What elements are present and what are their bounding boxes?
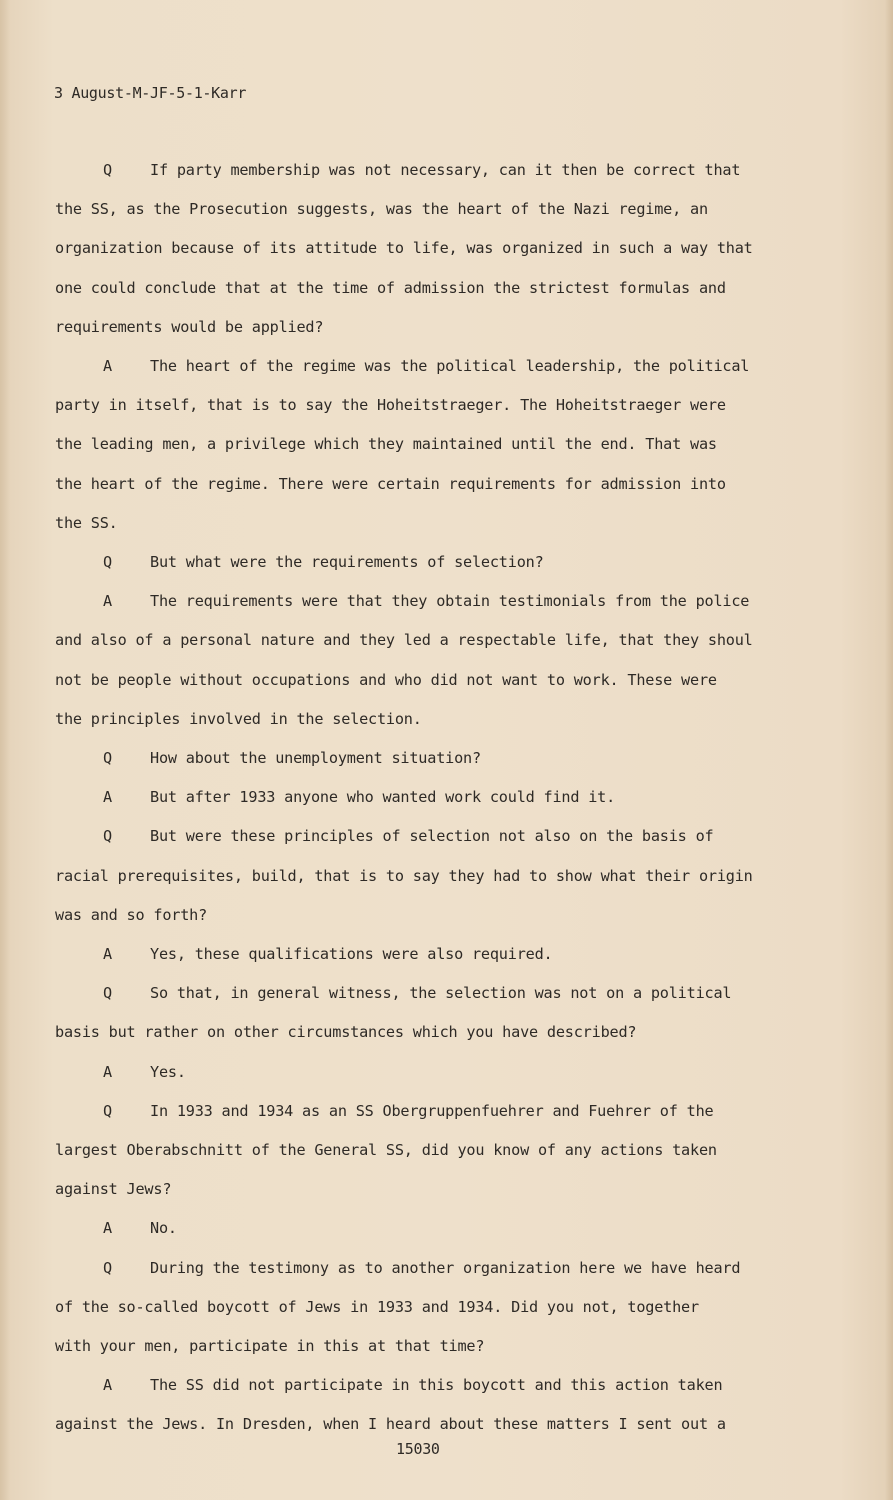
transcript-line (55, 670, 717, 690)
transcript-line-first (103, 944, 552, 964)
transcript-line (55, 278, 726, 298)
transcript-line (55, 1179, 171, 1199)
question-marker: Q (103, 1258, 112, 1277)
line-text: the heart of the regime. There were certain requirements for admission into (55, 474, 726, 493)
question-marker: Q (103, 553, 112, 571)
line-text: of the so-called boycott of Jews in 1933 and 1934. Did you not, together (55, 1297, 699, 1316)
transcript-line (55, 395, 726, 415)
line-text: But were these principles of selection not also on the basis of (150, 827, 714, 846)
line-text: one could conclude that at the time of admission the strictest formulas and (55, 278, 726, 297)
answer-marker: A (103, 788, 112, 807)
answer-marker: A (103, 1376, 112, 1395)
answer-marker: A (103, 592, 112, 611)
line-text: If party membership was not necessary, can it then be correct that (150, 161, 741, 179)
line-text: not be people without occupations and who did not want to work. These were (55, 670, 717, 689)
line-text: But what were the requirements of selection? (150, 553, 544, 571)
transcript-line (55, 1022, 636, 1042)
line-text: was and so forth? (55, 905, 208, 924)
transcript-line-first (103, 983, 731, 1003)
line-text: against Jews? (55, 1180, 172, 1199)
transcript-line (55, 474, 726, 494)
answer-marker: A (103, 357, 112, 375)
transcript-line (55, 317, 323, 337)
line-text: During the testimony as to another organization here we have heard (150, 1258, 741, 1277)
question-marker: Q (103, 1101, 112, 1120)
transcript-line (55, 434, 717, 454)
line-text: basis but rather on other circumstances which you have described? (55, 1023, 637, 1042)
transcript-line-first (103, 1218, 177, 1238)
line-text: largest Oberabschnitt of the General SS, did you know of any actions taken (55, 1141, 717, 1159)
transcript-line (55, 905, 207, 925)
transcript-line-first (103, 787, 615, 807)
line-text: Yes. (150, 1062, 186, 1081)
answer-marker: A (103, 1062, 112, 1081)
transcript-line-first (103, 591, 749, 611)
transcript-line-first (103, 1101, 713, 1121)
transcript-line (55, 630, 753, 650)
question-marker: Q (103, 984, 112, 1003)
question-marker: Q (103, 749, 112, 767)
line-text: against the Jews. In Dresden, when I heard about these matters I sent out a (55, 1415, 726, 1434)
line-text: But after 1933 anyone who wanted work could find it. (150, 788, 616, 807)
page-number: 15030 (396, 1440, 440, 1458)
line-text: the SS. (55, 513, 118, 532)
line-text: How about the unemployment situation? (150, 749, 481, 767)
line-text: and also of a personal nature and they led a respectable life, that they shoul (55, 631, 753, 650)
line-text: racial prerequisites, build, that is to say they had to show what their origin (55, 866, 753, 885)
paper-edge-left (0, 0, 10, 1500)
transcript-line-first (103, 552, 544, 572)
transcript-line-first (103, 1375, 722, 1395)
question-marker: Q (103, 161, 112, 179)
paper-edge-right (885, 0, 893, 1500)
line-text: The heart of the regime was the political leadership, the political (150, 357, 750, 375)
transcript-line (55, 199, 708, 219)
transcript-line-first (103, 748, 481, 768)
line-text: So that, in general witness, the selection was not on a political (150, 984, 732, 1003)
transcript-line-first (103, 1062, 186, 1082)
line-text: requirements would be applied? (55, 317, 324, 336)
line-text: the leading men, a privilege which they maintained until the end. That was (55, 435, 717, 454)
transcript-line (55, 709, 422, 729)
transcript-line (55, 1140, 717, 1160)
transcript-line-first (103, 356, 749, 376)
line-text: The SS did not participate in this boycott and this action taken (150, 1376, 723, 1395)
answer-marker: A (103, 1219, 112, 1238)
page-header: 3 August-M-JF-5-1-Karr (54, 84, 247, 102)
transcript-line-first (103, 1258, 740, 1278)
line-text: The requirements were that they obtain testimonials from the police (150, 592, 750, 611)
line-text: Yes, these qualifications were also required. (150, 945, 553, 963)
transcript-line (55, 1336, 484, 1356)
line-text: No. (150, 1219, 177, 1238)
line-text: with your men, participate in this at that time? (55, 1337, 485, 1355)
line-text: party in itself, that is to say the Hoheitstraeger. The Hoheitstraeger were (55, 396, 726, 415)
line-text: organization because of its attitude to life, was organized in such a way that (55, 239, 753, 258)
line-text: the SS, as the Prosecution suggests, was the heart of the Nazi regime, an (55, 200, 708, 219)
line-text: the principles involved in the selection. (55, 709, 422, 728)
transcript-line-first (103, 160, 740, 180)
transcript-line (55, 1297, 699, 1317)
transcript-line (55, 866, 753, 886)
transcript-line (55, 238, 753, 258)
question-marker: Q (103, 827, 112, 846)
line-text: In 1933 and 1934 as an SS Obergruppenfuehrer and Fuehrer of the (150, 1101, 714, 1120)
transcript-line-first (103, 826, 713, 846)
transcript-line (55, 1414, 726, 1434)
answer-marker: A (103, 945, 112, 963)
transcript-line (55, 513, 118, 533)
